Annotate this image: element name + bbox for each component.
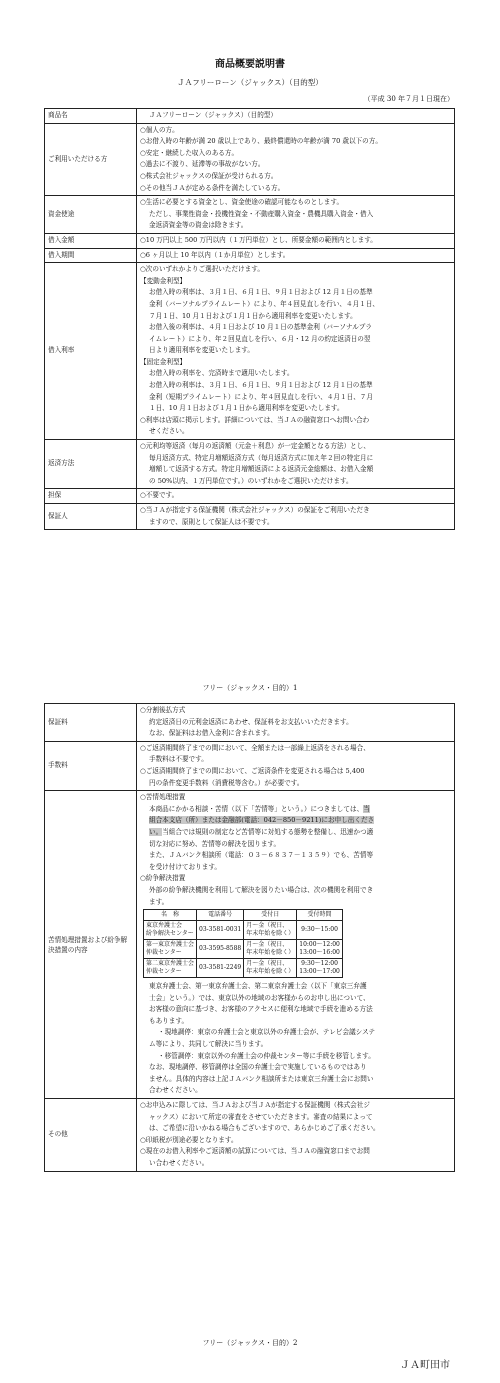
complaint-row-content: [137, 791, 455, 1099]
summary-row-5-label: 借入期間: [45, 248, 137, 263]
page-footer-1: フリー（ジャックス・目的）1: [202, 684, 298, 692]
dispute-center-column-header: 電話番号: [197, 910, 244, 921]
content-line: ○利率は店頭に掲示します。詳細については、当ＪＡの融資窓口へお問い合わ: [140, 415, 370, 424]
other-row-content: [137, 1099, 455, 1172]
fee-row-1: [45, 704, 455, 742]
product-subtitle: ＪＡフリーローン（ジャックス）（目的型）: [177, 78, 323, 87]
dispute-center-name: [144, 921, 197, 940]
content-line: 切な対応に努め、苦情等の解決を図ります。: [149, 839, 281, 848]
content-line: 本商品にかかる相談・苦情（以下「苦情等」という。）につきましては、当: [149, 804, 370, 813]
content-line: 手数料は不要です。: [149, 755, 208, 764]
dispute-center-row: [144, 959, 343, 978]
dispute-center-column-header: 受付時間: [297, 910, 343, 921]
summary-row-2-content: [137, 123, 455, 196]
summary-row-8-content: [137, 489, 455, 504]
summary-row-4-content: [137, 233, 455, 248]
content-line: ○株式会社ジャックスの保証が受けられる方。: [140, 171, 278, 180]
content-line: ○お申込みに際しては、当ＪＡおよび当ＪＡが指定する保証機関（株式会社ジ: [140, 1101, 370, 1110]
content-line: ○10 万円以上 500 万円以内（１万円単位）とし、所要金額の範囲内とします。: [140, 235, 377, 244]
content-line: ○お借入時の年齢が満 20 歳以上であり、最終償還時の年齢が満 70 歳以下の方。: [140, 137, 382, 146]
summary-row-3: [45, 196, 455, 234]
highlighted-text: 組合本支店（所）または金融部(電話：042－850－9211)にお申し出くださ: [149, 816, 375, 825]
page-footer-2: フリー（ジャックス・目的）2: [202, 1339, 298, 1347]
content-line: 【固定金利型】: [140, 357, 187, 366]
content-line: ム等により、共同して解決に当ります。: [149, 1040, 268, 1049]
content-line: ○分割後払方式: [140, 706, 186, 714]
content-line: なお、現地調停、移管調停は全国の弁護士会で実施しているものではあり: [149, 1063, 367, 1072]
days-line: 月～金（祝日、: [246, 941, 289, 949]
fee-row-1-label: 保証料: [45, 704, 137, 742]
summary-row-9-label: 保証人: [45, 504, 137, 530]
content-line: お客様の意向に基づき、お客様のアクセスに便利な地域で手続を進める方法: [149, 1005, 373, 1014]
summary-row-6-content: [137, 263, 455, 440]
dispute-center-row: [144, 921, 343, 940]
content-line: ○当ＪＡが指定する保証機関（株式会社ジャックス）の保証をご利用いただき: [140, 506, 370, 514]
content-line: ７月１日、10 月１日および１月１日から適用利率を変更いたします。: [149, 311, 357, 320]
content-line: ません。具体的内容は上記ＪＡバンク相談所または東京三弁護士会にお問い: [149, 1074, 374, 1083]
content-line: 合わせください。: [149, 1086, 202, 1095]
content-line: 毎月返済方式、特定月増額返済方式（毎月返済方式に加え年２回の特定月に: [149, 453, 374, 462]
dispute-center-table: [143, 909, 343, 978]
content-line: ○ご返済期間終了までの間において、全額または一部繰上返済をされる場合、: [140, 743, 370, 752]
summary-row-7: [45, 440, 455, 489]
content-line: 外部の紛争解決機関を利用して解決を図りたい場合は、次の機関を利用でき: [149, 885, 374, 894]
summary-row-2-label: ご利用いただける方: [45, 123, 137, 196]
content-line: なお、保証料はお借入金利に含まれます。: [149, 729, 274, 738]
dispute-center-name: [144, 940, 197, 959]
content-line: ・現地調停：東京の弁護士会と東京以外の弁護士会が、テレビ会議システ: [158, 1028, 376, 1037]
summary-row-7-content: [137, 440, 455, 489]
summary-row-3-label: 資金使途: [45, 196, 137, 234]
summary-row-3-content: [137, 196, 455, 234]
content-line: 約定返済日の元利金返済にあわせ、保証料をお支払いいただきます。: [149, 717, 353, 726]
fee-row-1-content: [137, 704, 455, 742]
summary-row-1: [45, 109, 455, 124]
effective-date: （平成 30 年７月１日現在）: [363, 95, 454, 103]
content-line: お借入時の利率を、完済時まで適用いたします。: [149, 369, 294, 378]
content-line: [140, 815, 451, 827]
product-summary-table: [44, 108, 455, 530]
content-line: ○紛争解決措置: [140, 874, 186, 883]
content-line: ○現在のお借入利率やご返済額の試算については、当ＪＡの融資窓口までお問: [140, 1147, 370, 1156]
content-line: お借入時の利率は、３月１日、６月１日、９月１日および 12 月１日の基準: [149, 288, 373, 297]
content-line: ○印紙税が別途必要となります。: [140, 1135, 238, 1144]
content-line: 増額して返済する方式。特定月増額返済による返済元金総額は、お借入金額: [149, 465, 374, 474]
dispute-center-days: [244, 959, 297, 978]
content-line: ○苦情処理措置: [140, 793, 186, 802]
content-line: ○不要です。: [140, 491, 179, 500]
hours-line: 13:00～17:00: [299, 968, 340, 976]
content-line: イムレート）により、年２回見直しを行い、６月・12 月の約定返済日の翌: [149, 334, 371, 343]
days-line: 月～金（祝日、: [246, 922, 289, 930]
name-line: 東京弁護士会: [146, 922, 183, 930]
content-line: 【変動金利型】: [140, 276, 187, 285]
content-line: ・移管調停：東京以外の弁護士会の仲裁センター等に手続を移管します。: [158, 1051, 375, 1060]
content-line: ○ご返済期間終了までの間において、ご返済条件を変更される場合は 5,400: [140, 766, 365, 775]
summary-row-5-content: [137, 248, 455, 263]
dispute-center-hours: [297, 921, 343, 940]
content-line: 金利（バーソナルプライムレート）により、年４回見直しを行い、４月１日、: [149, 299, 379, 308]
dispute-center-days: [244, 940, 297, 959]
days-line: 年末年始を除く）: [246, 949, 295, 957]
hours-line: 9:30～12:00: [301, 960, 338, 968]
days-line: 年末年始を除く）: [246, 968, 295, 976]
content-line: また、ＪＡバンク相談所（電話：０３－６８３７－１３５９）でも、苦情等: [149, 851, 374, 860]
fee-row-2-label: 手数料: [45, 741, 137, 790]
content-line: お借入時の利率は、３月１日、６月１日、９月１日および 12 月１日の基準: [149, 381, 373, 390]
hours-line: 13:00～16:00: [299, 949, 340, 957]
content-line: ○元利均等返済（毎月の返済額（元金＋利息）が一定金額となる方法）とし、: [140, 442, 370, 451]
highlighted-text: 当: [363, 804, 370, 813]
content-line: の 50%以内、１万円単位です。）のいずれかをご選択いただけます。: [149, 476, 353, 485]
fee-row-2: [45, 741, 455, 790]
dispute-center-days: [244, 921, 297, 940]
summary-row-9-content: [137, 504, 455, 530]
summary-row-4-label: 借入金額: [45, 233, 137, 248]
content-line: 金利（短期プライムレート）により、年４回見直しを行い、４月１日、７月: [149, 392, 373, 401]
content-line: せください。: [149, 427, 189, 436]
days-line: 月～金（祝日、: [246, 960, 289, 968]
content-line: は、ご希望に沿いかねる場合もございますので、あらかじめご了承ください。: [149, 1124, 380, 1133]
content-line: 日より適用利率を変更いたします。: [149, 346, 254, 355]
dispute-center-row: [144, 940, 343, 959]
highlighted-text: い。: [149, 827, 163, 836]
name-line: 紛争解決センター: [146, 930, 194, 938]
summary-row-4: [45, 233, 455, 248]
organization-name: ＪＡ町田市: [400, 1360, 450, 1371]
content-line: ただし、事業性資金・投機性資金・不動産購入資金・農機具購入資金・借入: [149, 209, 374, 218]
content-line: ますので、原則として保証人は不要です。: [149, 517, 274, 526]
content-line: ○安定・継続した収入のある方。: [140, 148, 239, 157]
name-line: 仲裁センター: [146, 949, 182, 957]
content-line: ○次のいずれかよりご選択いただけます。: [140, 265, 264, 274]
content-line: １日、10 月１日および１月１日から適用利率を変更いたします。: [149, 404, 344, 413]
dispute-center-header: [144, 910, 343, 921]
content-line: い。当組合では規則の制定など苦情等に対処する態勢を整備し、迅速かつ適: [149, 827, 374, 836]
complaint-row: [45, 791, 455, 1099]
content-line: ャックス）において所定の審査をさせていただきます。審査の結果によって: [149, 1112, 373, 1121]
fee-row-2-content: [137, 741, 455, 790]
summary-row-8-label: 担保: [45, 489, 137, 504]
summary-row-6: [45, 263, 455, 440]
dispute-center-hours: [297, 959, 343, 978]
complaint-row-label: 苦情処理措置および紛争解決措置の内容: [45, 791, 137, 1099]
summary-row-9: [45, 504, 455, 530]
dispute-center-phone: 03-3581-0031: [197, 921, 244, 940]
content-line: い合わせください。: [149, 1159, 209, 1167]
days-line: 年末年始を除く）: [246, 930, 295, 938]
summary-row-1-label: 商品名: [45, 109, 137, 124]
content-line: ○6 ヶ月以上 10 年以内（１か月単位）とします。: [140, 250, 290, 259]
content-line: お借入後の利率は、４月１日および 10 月１日の基準金利（バーソナルプラ: [149, 323, 372, 332]
content-line: ○その他当ＪＡが定める条件を満たしている方。: [140, 183, 285, 192]
summary-row-2: [45, 123, 455, 196]
content-line: ます。: [149, 897, 169, 906]
dispute-center-phone: 03-3595-8588: [197, 940, 244, 959]
content-line: 東京弁護士会、第一東京弁護士会、第二東京弁護士会（以下「東京三弁護: [149, 982, 367, 991]
summary-row-5: [45, 248, 455, 263]
content-line: ○個人の方。: [140, 125, 179, 134]
other-row-label: その他: [45, 1099, 137, 1172]
name-line: 第二東京弁護士会: [146, 960, 195, 968]
dispute-center-phone: 03-3581-2249: [197, 959, 244, 978]
fee-and-terms-table: [44, 703, 455, 1172]
content-line: を受け付けております。: [149, 862, 222, 871]
content-line: ○過去に不渡り、延滞等の事故がない方。: [140, 160, 265, 169]
document-title: 商品概要説明書: [215, 59, 285, 70]
content-line: ＪＡフリーローン（ジャックス）（目的型）: [149, 111, 277, 119]
name-line: 第一東京弁護士会: [146, 941, 195, 949]
summary-row-1-content: [137, 109, 455, 124]
hours-line: 10:00～12:00: [299, 941, 340, 949]
summary-row-7-label: 返済方法: [45, 440, 137, 489]
content-line: ○生活に必要とする資金とし、資金使途の確認可能なものとします。: [140, 198, 344, 207]
dispute-center-column-header: 名 称: [144, 910, 197, 921]
content-line: もあります。: [149, 1016, 189, 1025]
hours-line: 9:30～15:00: [301, 926, 338, 934]
content-line: 士会」という。）では、東京以外の地域のお客様からのお申し出について、: [149, 993, 370, 1002]
dispute-center-column-header: 受付日: [244, 910, 297, 921]
content-line: 金返済資金等の資金は除きます。: [149, 221, 248, 230]
dispute-center-hours: [297, 940, 343, 959]
summary-row-8: [45, 489, 455, 504]
other-row: [45, 1099, 455, 1172]
content-line: 円の条件変更手数料（消費税等含む。）が必要です。: [149, 778, 304, 787]
summary-row-6-label: 借入利率: [45, 263, 137, 440]
name-line: 仲裁センター: [146, 968, 182, 976]
dispute-center-name: [144, 959, 197, 978]
